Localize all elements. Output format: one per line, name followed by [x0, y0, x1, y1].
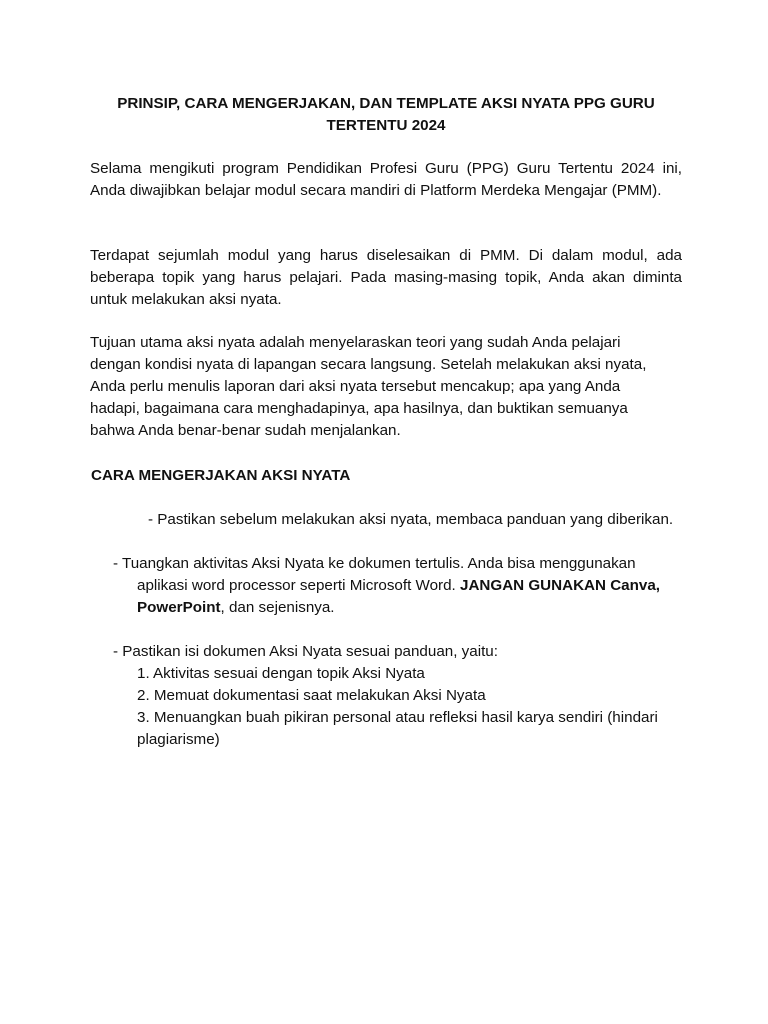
bullet-text: , dan sejenisnya. [220, 599, 335, 616]
section-heading: CARA MENGERJAKAN AKSI NYATA [91, 467, 351, 484]
paragraph-3-line: Anda perlu menulis laporan dari aksi nyata tersebut mencakup; apa yang Anda [90, 378, 621, 395]
title-line-2: TERTENTU 2024 [326, 117, 446, 134]
bullet-text: aplikasi word processor seperti Microsoft Word. [137, 577, 460, 594]
title-line-1: PRINSIP, CARA MENGERJAKAN, DAN TEMPLATE AKSI NYATA PPG GURU [117, 95, 655, 112]
paragraph-1: Selama mengikuti program Pendidikan Profesi Guru (PPG) Guru Tertentu 2024 ini, Anda diwajibkan belajar modul secara mandiri di Platform Merdeka Mengajar (PMM). [90, 160, 682, 199]
bullet-line [113, 575, 683, 597]
paragraph-3-line: bahwa Anda benar-benar sudah menjalankan. [90, 422, 401, 439]
bullet-item: - Pastikan isi dokumen Aksi Nyata sesuai panduan, yaitu: [113, 643, 498, 660]
numbered-item: 3. Menuangkan buah pikiran personal atau refleksi hasil karya sendiri (hindari [137, 709, 658, 726]
bullet-item: - Pastikan sebelum melakukan aksi nyata, membaca panduan yang diberikan. [148, 511, 674, 528]
numbered-item-continuation: plagiarisme) [137, 731, 220, 748]
paragraph-2: Terdapat sejumlah modul yang harus diselesaikan di PMM. Di dalam modul, ada beberapa topik yang harus pelajari. Pada masing-masing topik, Anda akan diminta untuk melakukan aksi nyata. [90, 247, 682, 308]
bullet-line [113, 597, 683, 619]
bullet-line: - Tuangkan aktivitas Aksi Nyata ke dokumen tertulis. Anda bisa menggunakan [113, 555, 636, 572]
paragraph-3 [90, 332, 682, 442]
bullet-item [113, 553, 683, 619]
bold-warning: JANGAN GUNAKAN Canva, [460, 577, 660, 594]
numbered-item: 1. Aktivitas sesuai dengan topik Aksi Nyata [137, 665, 425, 682]
bold-warning: PowerPoint [137, 599, 221, 616]
numbered-item: 2. Memuat dokumentasi saat melakukan Aksi Nyata [137, 687, 486, 704]
numbered-list [137, 663, 677, 751]
paragraph-3-line: dengan kondisi nyata di lapangan secara langsung. Setelah melakukan aksi nyata, [90, 356, 647, 373]
paragraph-3-line: Tujuan utama aksi nyata adalah menyelaraskan teori yang sudah Anda pelajari [90, 334, 621, 351]
document-title [90, 93, 682, 137]
paragraph-3-line: hadapi, bagaimana cara menghadapinya, apa hasilnya, dan buktikan semuanya [90, 400, 628, 417]
